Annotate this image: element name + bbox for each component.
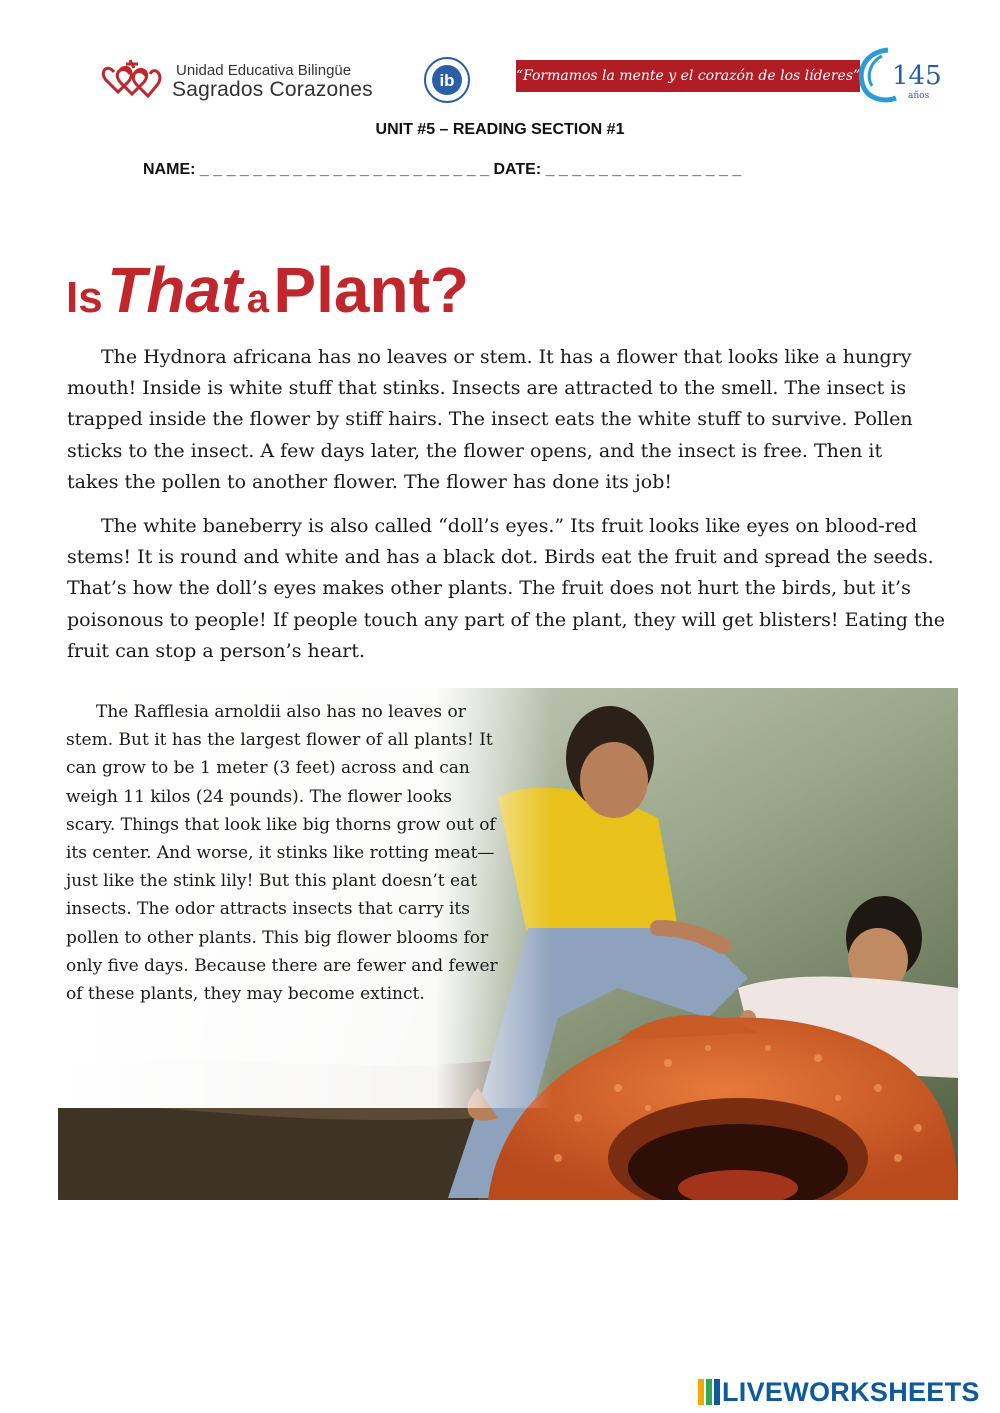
- school-name-line2: Sagrados Corazones: [172, 78, 373, 101]
- title-is: Is: [66, 273, 103, 322]
- anniversary-number: 145: [892, 61, 942, 91]
- anniversary-word: años: [908, 91, 930, 101]
- name-date-line: NAME: _ _ _ _ _ _ _ _ _ _ _ _ _ _ _ _ _ _ _ _ _ _ DATE: _ _ _ _ _ _ _ _ _ _ _ _ _ _ _: [143, 161, 742, 178]
- slogan-banner: “Formamos la mente y el corazón de los líderes”: [516, 60, 860, 92]
- liveworksheets-badge-icon: [698, 1379, 720, 1405]
- footer-brand: LIVEWORKSHEETS: [722, 1377, 980, 1407]
- article-title: [66, 254, 469, 326]
- title-a: a: [246, 277, 269, 321]
- title-plant: Plant?: [273, 254, 469, 326]
- ib-label: ib: [439, 71, 455, 90]
- paragraph-baneberry: The white baneberry is also called “doll’s eyes.” Its fruit looks like eyes on blood-red stems! It is round and white and has a black dot. Birds eat the fruit and spread the seeds. That’s how the doll’s eyes makes other plants. The fruit does not hurt the birds, but it’s poisonous to people! If people touch any part of the plant, they will get blisters! Eating the fruit can stop a person’s heart.: [67, 515, 946, 662]
- paragraph-hydnora: The Hydnora africana has no leaves or stem. It has a flower that looks like a hungry mouth! Inside is white stuff that stinks. Insects are attracted to the smell. The insect is trapped inside the flower by stiff hairs. The insect eats the white stuff to survive. Pollen sticks to the insect. A few days later, the flower opens, and the insect is free. Then it takes the pollen to another flower. The flower has done its job!: [67, 346, 913, 493]
- anniversary-logo: [852, 44, 942, 104]
- unit-title: UNIT #5 – READING SECTION #1: [375, 121, 625, 138]
- school-name-line1: Unidad Educativa Bilingüe: [176, 62, 352, 79]
- ib-seal-icon: [418, 56, 476, 104]
- hearts-logo-icon: [100, 52, 164, 104]
- title-that: That: [107, 254, 243, 326]
- paragraph-rafflesia: The Rafflesia arnoldii also has no leaves or stem. But it has the largest flower of all plants! It can grow to be 1 meter (3 feet) across and can weigh 11 kilos (24 pounds). The flower looks scary. Things that look like big thorns grow out of its center. And worse, it stinks like rotting meat—just like the stink lily! But this plant doesn’t eat insects. The odor attracts insects that carry its pollen to other plants. This big flower blooms for only five days. Because there are fewer and fewer of these plants, they may become extinct.: [66, 702, 498, 1005]
